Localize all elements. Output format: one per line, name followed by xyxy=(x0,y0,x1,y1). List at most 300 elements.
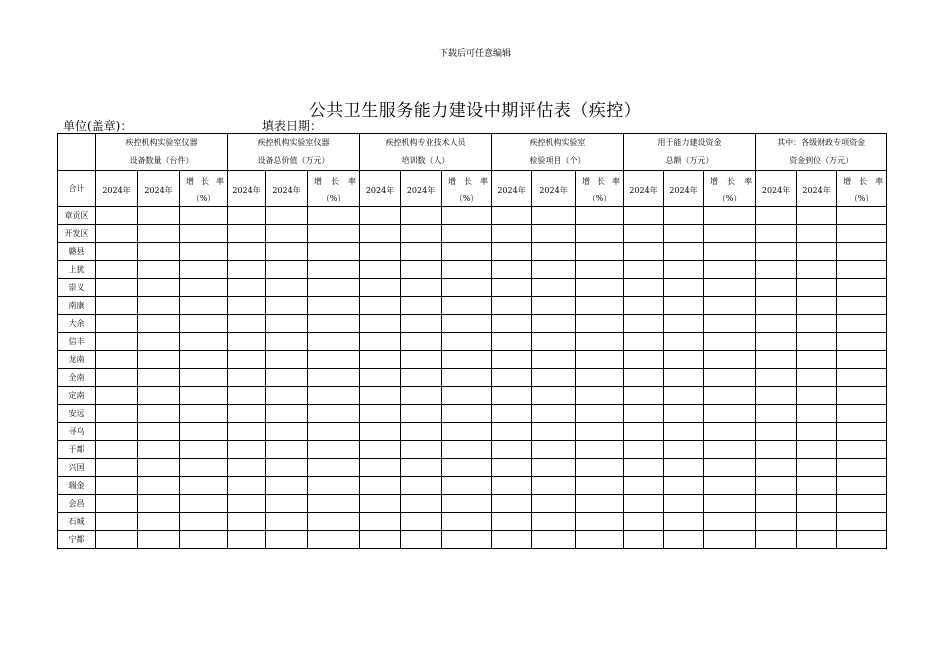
data-cell[interactable] xyxy=(96,225,138,243)
data-cell[interactable] xyxy=(576,333,624,351)
data-cell[interactable] xyxy=(576,279,624,297)
data-cell[interactable] xyxy=(360,423,401,441)
data-cell[interactable] xyxy=(756,441,797,459)
data-cell[interactable] xyxy=(492,387,532,405)
data-cell[interactable] xyxy=(624,513,664,531)
data-cell[interactable] xyxy=(180,297,228,315)
data-cell[interactable] xyxy=(576,513,624,531)
data-cell[interactable] xyxy=(138,477,180,495)
data-cell[interactable] xyxy=(576,441,624,459)
data-cell[interactable] xyxy=(797,225,837,243)
data-cell[interactable] xyxy=(797,261,837,279)
data-cell[interactable] xyxy=(401,531,442,549)
data-cell[interactable] xyxy=(664,225,704,243)
data-cell[interactable] xyxy=(624,477,664,495)
data-cell[interactable] xyxy=(442,351,492,369)
data-cell[interactable] xyxy=(797,423,837,441)
data-cell[interactable] xyxy=(837,243,887,261)
data-cell[interactable] xyxy=(442,225,492,243)
data-cell[interactable] xyxy=(704,387,756,405)
data-cell[interactable] xyxy=(180,369,228,387)
data-cell[interactable] xyxy=(664,405,704,423)
data-cell[interactable] xyxy=(797,279,837,297)
data-cell[interactable] xyxy=(96,297,138,315)
data-cell[interactable] xyxy=(401,369,442,387)
data-cell[interactable] xyxy=(797,297,837,315)
data-cell[interactable] xyxy=(138,495,180,513)
data-cell[interactable] xyxy=(756,369,797,387)
data-cell[interactable] xyxy=(360,261,401,279)
data-cell[interactable] xyxy=(492,441,532,459)
data-cell[interactable] xyxy=(96,477,138,495)
data-cell[interactable] xyxy=(442,333,492,351)
data-cell[interactable] xyxy=(308,297,360,315)
data-cell[interactable] xyxy=(837,351,887,369)
data-cell[interactable] xyxy=(360,207,401,225)
data-cell[interactable] xyxy=(138,225,180,243)
data-cell[interactable] xyxy=(96,279,138,297)
data-cell[interactable] xyxy=(797,387,837,405)
data-cell[interactable] xyxy=(837,315,887,333)
data-cell[interactable] xyxy=(532,333,576,351)
data-cell[interactable] xyxy=(576,207,624,225)
data-cell[interactable] xyxy=(360,369,401,387)
data-cell[interactable] xyxy=(228,387,266,405)
data-cell[interactable] xyxy=(492,315,532,333)
data-cell[interactable] xyxy=(138,369,180,387)
data-cell[interactable] xyxy=(624,333,664,351)
data-cell[interactable] xyxy=(401,495,442,513)
data-cell[interactable] xyxy=(360,477,401,495)
data-cell[interactable] xyxy=(442,261,492,279)
data-cell[interactable] xyxy=(576,423,624,441)
data-cell[interactable] xyxy=(664,207,704,225)
data-cell[interactable] xyxy=(756,261,797,279)
data-cell[interactable] xyxy=(360,441,401,459)
data-cell[interactable] xyxy=(96,531,138,549)
data-cell[interactable] xyxy=(96,441,138,459)
data-cell[interactable] xyxy=(797,441,837,459)
data-cell[interactable] xyxy=(401,351,442,369)
data-cell[interactable] xyxy=(360,225,401,243)
data-cell[interactable] xyxy=(228,333,266,351)
data-cell[interactable] xyxy=(492,261,532,279)
data-cell[interactable] xyxy=(797,351,837,369)
data-cell[interactable] xyxy=(401,243,442,261)
data-cell[interactable] xyxy=(308,513,360,531)
data-cell[interactable] xyxy=(624,351,664,369)
data-cell[interactable] xyxy=(624,387,664,405)
data-cell[interactable] xyxy=(756,495,797,513)
data-cell[interactable] xyxy=(704,333,756,351)
data-cell[interactable] xyxy=(797,531,837,549)
data-cell[interactable] xyxy=(837,531,887,549)
data-cell[interactable] xyxy=(266,513,308,531)
data-cell[interactable] xyxy=(756,387,797,405)
data-cell[interactable] xyxy=(624,243,664,261)
data-cell[interactable] xyxy=(442,405,492,423)
data-cell[interactable] xyxy=(492,495,532,513)
data-cell[interactable] xyxy=(837,405,887,423)
data-cell[interactable] xyxy=(138,243,180,261)
data-cell[interactable] xyxy=(704,243,756,261)
data-cell[interactable] xyxy=(624,279,664,297)
data-cell[interactable] xyxy=(96,387,138,405)
data-cell[interactable] xyxy=(360,405,401,423)
data-cell[interactable] xyxy=(756,243,797,261)
data-cell[interactable] xyxy=(797,459,837,477)
data-cell[interactable] xyxy=(401,405,442,423)
data-cell[interactable] xyxy=(532,243,576,261)
data-cell[interactable] xyxy=(664,351,704,369)
data-cell[interactable] xyxy=(756,477,797,495)
data-cell[interactable] xyxy=(576,243,624,261)
data-cell[interactable] xyxy=(180,333,228,351)
data-cell[interactable] xyxy=(180,351,228,369)
data-cell[interactable] xyxy=(308,405,360,423)
data-cell[interactable] xyxy=(228,279,266,297)
data-cell[interactable] xyxy=(442,387,492,405)
data-cell[interactable] xyxy=(96,333,138,351)
data-cell[interactable] xyxy=(308,351,360,369)
data-cell[interactable] xyxy=(180,423,228,441)
data-cell[interactable] xyxy=(266,477,308,495)
data-cell[interactable] xyxy=(180,477,228,495)
data-cell[interactable] xyxy=(576,387,624,405)
data-cell[interactable] xyxy=(228,315,266,333)
data-cell[interactable] xyxy=(138,261,180,279)
data-cell[interactable] xyxy=(442,477,492,495)
data-cell[interactable] xyxy=(704,513,756,531)
data-cell[interactable] xyxy=(797,333,837,351)
data-cell[interactable] xyxy=(492,297,532,315)
data-cell[interactable] xyxy=(756,459,797,477)
data-cell[interactable] xyxy=(360,333,401,351)
data-cell[interactable] xyxy=(228,441,266,459)
data-cell[interactable] xyxy=(360,279,401,297)
data-cell[interactable] xyxy=(837,297,887,315)
data-cell[interactable] xyxy=(180,441,228,459)
data-cell[interactable] xyxy=(704,297,756,315)
data-cell[interactable] xyxy=(266,315,308,333)
data-cell[interactable] xyxy=(308,369,360,387)
data-cell[interactable] xyxy=(96,369,138,387)
data-cell[interactable] xyxy=(138,333,180,351)
data-cell[interactable] xyxy=(266,387,308,405)
data-cell[interactable] xyxy=(837,495,887,513)
data-cell[interactable] xyxy=(266,261,308,279)
data-cell[interactable] xyxy=(442,513,492,531)
data-cell[interactable] xyxy=(138,423,180,441)
data-cell[interactable] xyxy=(756,351,797,369)
data-cell[interactable] xyxy=(266,225,308,243)
data-cell[interactable] xyxy=(664,243,704,261)
data-cell[interactable] xyxy=(756,207,797,225)
data-cell[interactable] xyxy=(704,261,756,279)
data-cell[interactable] xyxy=(492,459,532,477)
data-cell[interactable] xyxy=(664,513,704,531)
data-cell[interactable] xyxy=(442,207,492,225)
data-cell[interactable] xyxy=(138,297,180,315)
data-cell[interactable] xyxy=(492,513,532,531)
data-cell[interactable] xyxy=(442,495,492,513)
data-cell[interactable] xyxy=(138,459,180,477)
data-cell[interactable] xyxy=(756,279,797,297)
data-cell[interactable] xyxy=(228,513,266,531)
data-cell[interactable] xyxy=(360,531,401,549)
data-cell[interactable] xyxy=(308,225,360,243)
data-cell[interactable] xyxy=(401,333,442,351)
data-cell[interactable] xyxy=(664,369,704,387)
data-cell[interactable] xyxy=(532,477,576,495)
data-cell[interactable] xyxy=(401,387,442,405)
data-cell[interactable] xyxy=(228,225,266,243)
data-cell[interactable] xyxy=(401,279,442,297)
data-cell[interactable] xyxy=(308,495,360,513)
data-cell[interactable] xyxy=(401,225,442,243)
data-cell[interactable] xyxy=(228,297,266,315)
data-cell[interactable] xyxy=(756,513,797,531)
data-cell[interactable] xyxy=(308,459,360,477)
data-cell[interactable] xyxy=(756,423,797,441)
data-cell[interactable] xyxy=(664,459,704,477)
data-cell[interactable] xyxy=(797,405,837,423)
data-cell[interactable] xyxy=(704,405,756,423)
data-cell[interactable] xyxy=(180,387,228,405)
data-cell[interactable] xyxy=(624,495,664,513)
data-cell[interactable] xyxy=(266,531,308,549)
data-cell[interactable] xyxy=(624,423,664,441)
data-cell[interactable] xyxy=(228,405,266,423)
data-cell[interactable] xyxy=(442,441,492,459)
data-cell[interactable] xyxy=(837,513,887,531)
data-cell[interactable] xyxy=(704,423,756,441)
data-cell[interactable] xyxy=(138,513,180,531)
data-cell[interactable] xyxy=(797,369,837,387)
data-cell[interactable] xyxy=(797,243,837,261)
data-cell[interactable] xyxy=(180,243,228,261)
data-cell[interactable] xyxy=(266,351,308,369)
data-cell[interactable] xyxy=(704,369,756,387)
data-cell[interactable] xyxy=(576,351,624,369)
data-cell[interactable] xyxy=(308,387,360,405)
data-cell[interactable] xyxy=(96,495,138,513)
data-cell[interactable] xyxy=(228,243,266,261)
data-cell[interactable] xyxy=(624,369,664,387)
data-cell[interactable] xyxy=(360,351,401,369)
data-cell[interactable] xyxy=(180,513,228,531)
data-cell[interactable] xyxy=(797,207,837,225)
data-cell[interactable] xyxy=(532,387,576,405)
data-cell[interactable] xyxy=(266,333,308,351)
data-cell[interactable] xyxy=(576,477,624,495)
data-cell[interactable] xyxy=(837,477,887,495)
data-cell[interactable] xyxy=(96,351,138,369)
data-cell[interactable] xyxy=(492,369,532,387)
data-cell[interactable] xyxy=(624,225,664,243)
data-cell[interactable] xyxy=(532,423,576,441)
data-cell[interactable] xyxy=(228,477,266,495)
data-cell[interactable] xyxy=(576,297,624,315)
data-cell[interactable] xyxy=(180,207,228,225)
data-cell[interactable] xyxy=(228,531,266,549)
data-cell[interactable] xyxy=(837,225,887,243)
data-cell[interactable] xyxy=(96,459,138,477)
data-cell[interactable] xyxy=(96,513,138,531)
data-cell[interactable] xyxy=(360,387,401,405)
data-cell[interactable] xyxy=(532,513,576,531)
data-cell[interactable] xyxy=(624,297,664,315)
data-cell[interactable] xyxy=(664,495,704,513)
data-cell[interactable] xyxy=(180,495,228,513)
data-cell[interactable] xyxy=(138,387,180,405)
data-cell[interactable] xyxy=(756,225,797,243)
data-cell[interactable] xyxy=(401,261,442,279)
data-cell[interactable] xyxy=(228,369,266,387)
data-cell[interactable] xyxy=(756,315,797,333)
data-cell[interactable] xyxy=(624,261,664,279)
data-cell[interactable] xyxy=(96,405,138,423)
data-cell[interactable] xyxy=(837,387,887,405)
data-cell[interactable] xyxy=(138,531,180,549)
data-cell[interactable] xyxy=(138,279,180,297)
data-cell[interactable] xyxy=(837,333,887,351)
data-cell[interactable] xyxy=(401,423,442,441)
data-cell[interactable] xyxy=(401,459,442,477)
data-cell[interactable] xyxy=(704,207,756,225)
data-cell[interactable] xyxy=(138,405,180,423)
data-cell[interactable] xyxy=(228,351,266,369)
data-cell[interactable] xyxy=(576,315,624,333)
data-cell[interactable] xyxy=(624,405,664,423)
data-cell[interactable] xyxy=(532,495,576,513)
data-cell[interactable] xyxy=(797,477,837,495)
data-cell[interactable] xyxy=(492,225,532,243)
data-cell[interactable] xyxy=(266,495,308,513)
data-cell[interactable] xyxy=(360,495,401,513)
data-cell[interactable] xyxy=(532,405,576,423)
data-cell[interactable] xyxy=(624,531,664,549)
data-cell[interactable] xyxy=(138,441,180,459)
data-cell[interactable] xyxy=(442,459,492,477)
data-cell[interactable] xyxy=(532,207,576,225)
data-cell[interactable] xyxy=(532,297,576,315)
data-cell[interactable] xyxy=(704,459,756,477)
data-cell[interactable] xyxy=(624,459,664,477)
data-cell[interactable] xyxy=(180,459,228,477)
data-cell[interactable] xyxy=(308,333,360,351)
data-cell[interactable] xyxy=(442,315,492,333)
data-cell[interactable] xyxy=(96,261,138,279)
data-cell[interactable] xyxy=(664,423,704,441)
data-cell[interactable] xyxy=(704,477,756,495)
data-cell[interactable] xyxy=(401,297,442,315)
data-cell[interactable] xyxy=(624,315,664,333)
data-cell[interactable] xyxy=(624,441,664,459)
data-cell[interactable] xyxy=(532,261,576,279)
data-cell[interactable] xyxy=(360,243,401,261)
data-cell[interactable] xyxy=(532,225,576,243)
data-cell[interactable] xyxy=(228,459,266,477)
data-cell[interactable] xyxy=(492,423,532,441)
data-cell[interactable] xyxy=(664,315,704,333)
data-cell[interactable] xyxy=(492,333,532,351)
data-cell[interactable] xyxy=(576,531,624,549)
data-cell[interactable] xyxy=(138,351,180,369)
data-cell[interactable] xyxy=(704,279,756,297)
data-cell[interactable] xyxy=(266,279,308,297)
data-cell[interactable] xyxy=(797,495,837,513)
data-cell[interactable] xyxy=(837,441,887,459)
data-cell[interactable] xyxy=(401,441,442,459)
data-cell[interactable] xyxy=(797,315,837,333)
data-cell[interactable] xyxy=(756,333,797,351)
data-cell[interactable] xyxy=(442,531,492,549)
data-cell[interactable] xyxy=(532,369,576,387)
data-cell[interactable] xyxy=(492,405,532,423)
data-cell[interactable] xyxy=(837,459,887,477)
data-cell[interactable] xyxy=(576,225,624,243)
data-cell[interactable] xyxy=(492,351,532,369)
data-cell[interactable] xyxy=(837,423,887,441)
data-cell[interactable] xyxy=(401,513,442,531)
data-cell[interactable] xyxy=(576,405,624,423)
data-cell[interactable] xyxy=(797,513,837,531)
data-cell[interactable] xyxy=(180,225,228,243)
data-cell[interactable] xyxy=(266,441,308,459)
data-cell[interactable] xyxy=(228,495,266,513)
data-cell[interactable] xyxy=(492,477,532,495)
data-cell[interactable] xyxy=(756,531,797,549)
data-cell[interactable] xyxy=(664,477,704,495)
data-cell[interactable] xyxy=(96,315,138,333)
data-cell[interactable] xyxy=(664,261,704,279)
data-cell[interactable] xyxy=(308,279,360,297)
data-cell[interactable] xyxy=(308,477,360,495)
data-cell[interactable] xyxy=(704,441,756,459)
data-cell[interactable] xyxy=(308,243,360,261)
data-cell[interactable] xyxy=(532,315,576,333)
data-cell[interactable] xyxy=(228,207,266,225)
data-cell[interactable] xyxy=(442,279,492,297)
data-cell[interactable] xyxy=(624,207,664,225)
data-cell[interactable] xyxy=(442,423,492,441)
data-cell[interactable] xyxy=(96,423,138,441)
data-cell[interactable] xyxy=(532,351,576,369)
data-cell[interactable] xyxy=(664,333,704,351)
data-cell[interactable] xyxy=(360,459,401,477)
data-cell[interactable] xyxy=(266,243,308,261)
data-cell[interactable] xyxy=(308,207,360,225)
data-cell[interactable] xyxy=(401,207,442,225)
data-cell[interactable] xyxy=(266,207,308,225)
data-cell[interactable] xyxy=(532,459,576,477)
data-cell[interactable] xyxy=(138,207,180,225)
data-cell[interactable] xyxy=(442,369,492,387)
data-cell[interactable] xyxy=(837,207,887,225)
data-cell[interactable] xyxy=(756,405,797,423)
data-cell[interactable] xyxy=(837,369,887,387)
data-cell[interactable] xyxy=(266,297,308,315)
data-cell[interactable] xyxy=(492,207,532,225)
data-cell[interactable] xyxy=(704,531,756,549)
data-cell[interactable] xyxy=(180,279,228,297)
data-cell[interactable] xyxy=(308,315,360,333)
data-cell[interactable] xyxy=(96,243,138,261)
data-cell[interactable] xyxy=(308,261,360,279)
data-cell[interactable] xyxy=(837,261,887,279)
data-cell[interactable] xyxy=(576,459,624,477)
